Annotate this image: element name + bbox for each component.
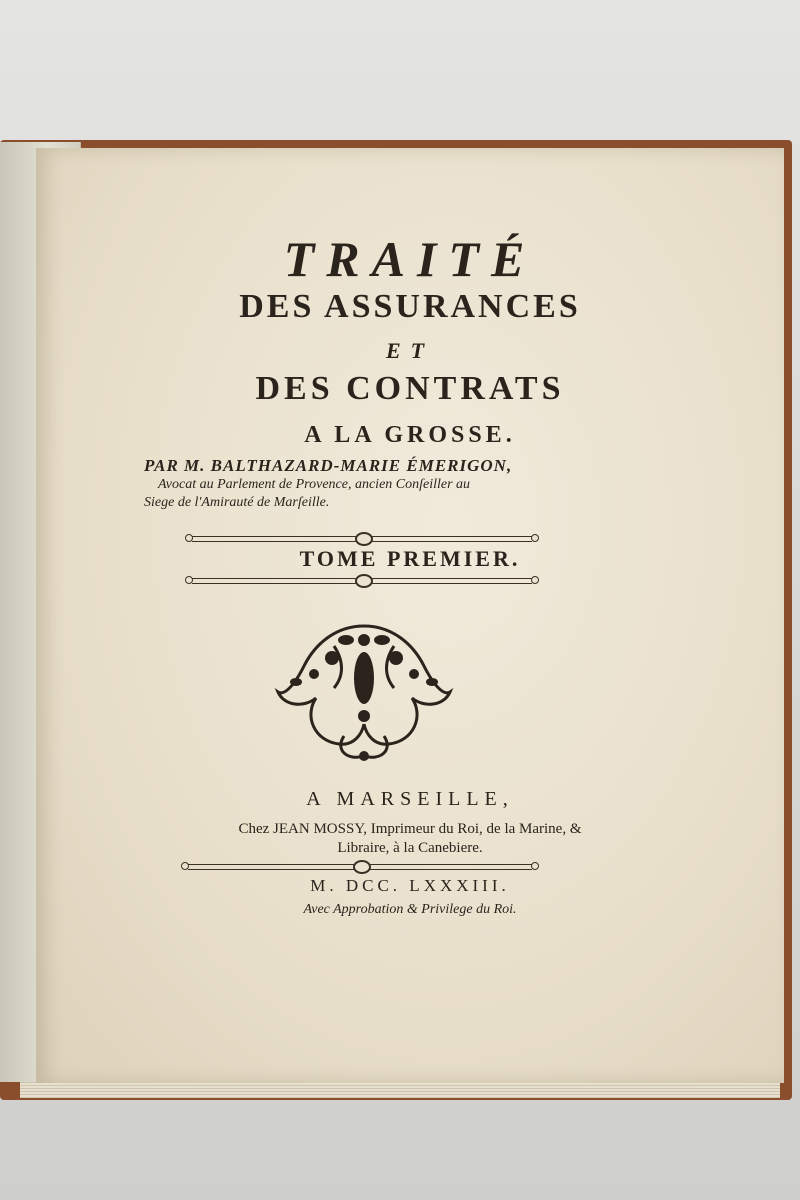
rule-cap-right [531, 534, 539, 542]
rule-cap-left [181, 862, 189, 870]
publication-year: M. DCC. LXXXIII. [310, 876, 510, 895]
volume-label: TOME PREMIER. [299, 546, 521, 571]
printers-ornament-vignette [274, 616, 454, 766]
title-des-assurances: DES ASSURANCES [239, 288, 581, 325]
author-credential-line2: Siege de l'Amirauté de Marſeille. [144, 495, 330, 510]
rule-cap-right [531, 862, 539, 870]
place-of-publication: A MARSEILLE, [306, 788, 514, 810]
author-block [144, 456, 704, 512]
rule-knot [353, 860, 371, 874]
author-name: PAR M. BALTHAZARD-MARIE ÉMERIGON, [144, 456, 513, 475]
title-page [36, 148, 784, 1083]
ornamental-rule-imprint [188, 864, 532, 870]
rule-cap-right [531, 576, 539, 584]
ornamental-rule-bottom [192, 578, 532, 584]
rule-knot [355, 574, 373, 588]
publisher-line1: Chez JEAN MOSSY, Imprimeur du Roi, de la Marine, & [238, 821, 582, 837]
author-credential-line1: Avocat au Parlement de Provence, ancien Conſeiller au [158, 477, 471, 492]
royal-approval-note: Avec Approbation & Privilege du Roi. [303, 902, 517, 917]
title-traite: TRAITÉ [283, 231, 537, 287]
ornamental-rule-top [192, 536, 532, 542]
title-a-la-grosse: A LA GROSSE. [304, 422, 516, 448]
rule-knot [355, 532, 373, 546]
title-et: ET [385, 338, 435, 363]
rule-cap-left [185, 576, 193, 584]
rule-cap-left [185, 534, 193, 542]
publisher-line2: Libraire, à la Canebiere. [337, 840, 483, 856]
title-des-contrats: DES CONTRATS [255, 370, 565, 407]
